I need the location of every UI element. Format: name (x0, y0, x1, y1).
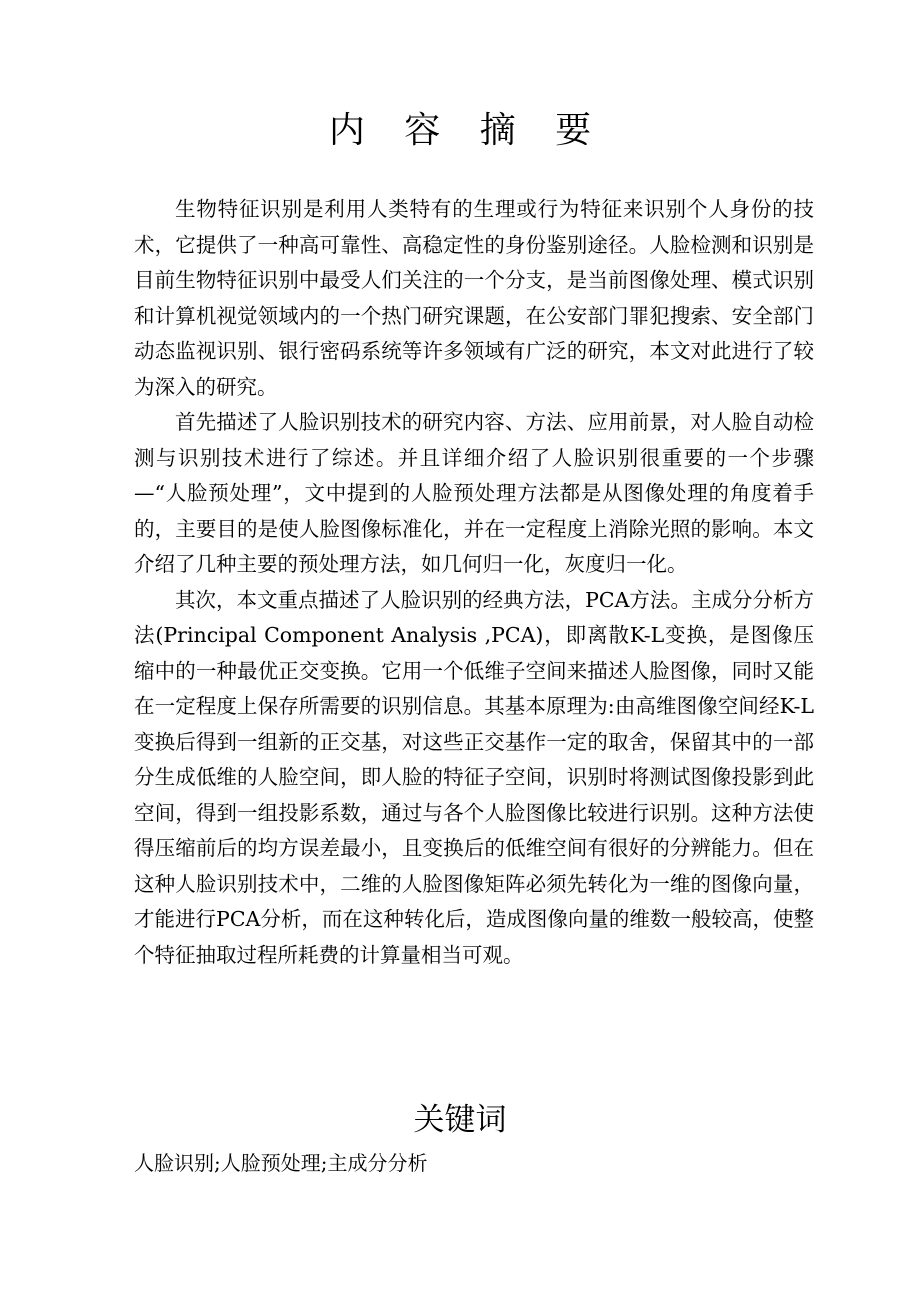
keywords-list: 人脸识别;人脸预处理;主成分分析 (134, 1151, 428, 1175)
keywords-title: 关键词 (413, 1102, 507, 1138)
paragraph-3: 其次，本文重点描述了人脸识别的经典方法，PCA方法。主成分分析方法(Principal Component Analysis ,PCA)，即离散K-L变换，是图像压缩中的一种最优正交变换。它用一个低维子空间来描述人脸图像，同时又能在一定程度上保存所需要的识别信息。其基本原理为:由高维图像空间经K-L变换后得到一组新的正交基，对这些正交基作一定的取舍，保留其中的一部分生成低维的人脸空间，即人脸的特征子空间，识别时将测试图像投影到此空间，得到一组投影系数，通过与各个人脸图像比较进行识别。这种方法使得压缩前后的均方误差最小，且变换后的低维空间有很好的分辨能力。但在这种人脸识别技术中，二维的人脸图像矩阵必须先转化为一维的图像向量，才能进行PCA分析，而在这种转化后，造成图像向量的维数一般较高，使整个特征抽取过程所耗费的计算量相当可观。 (134, 587, 814, 967)
abstract-body (134, 192, 814, 973)
paragraph-1: 生物特征识别是利用人类特有的生理或行为特征来识别个人身份的技术，它提供了一种高可靠性、高稳定性的身份鉴别途径。人脸检测和识别是目前生物特征识别中最受人们关注的一个分支，是当前图像处理、模式识别和计算机视觉领域内的一个热门研究课题，在公安部门罪犯搜索、安全部门动态监视识别、银行密码系统等许多领域有广泛的研究，本文对此进行了较为深入的研究。 (134, 197, 814, 399)
abstract-title: 内 容 摘 要 (328, 110, 606, 151)
paragraph-2: 首先描述了人脸识别技术的研究内容、方法、应用前景，对人脸自动检测与识别技术进行了综述。并且详细介绍了人脸识别很重要的一个步骤—“人脸预处理”，文中提到的人脸预处理方法都是从图像处理的角度着手的，主要目的是使人脸图像标准化，并在一定程度上消除光照的影响。本文介绍了几种主要的预处理方法，如几何归一化，灰度归一化。 (134, 410, 814, 576)
